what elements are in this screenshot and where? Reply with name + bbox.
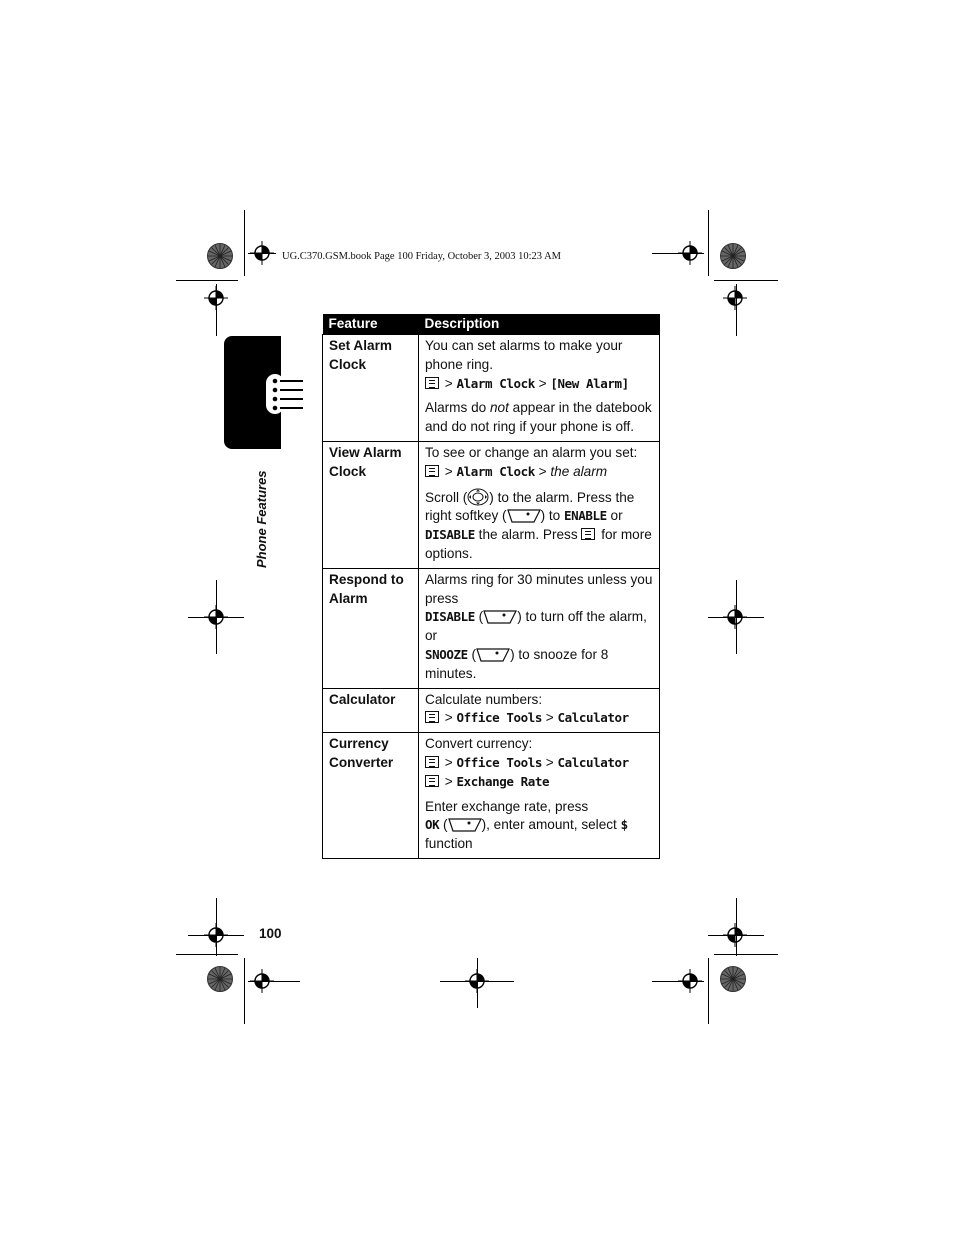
description-intro: To see or change an alarm you set: (425, 444, 638, 460)
crop-mark (652, 981, 704, 982)
crop-mark (216, 284, 217, 336)
color-rosette-icon (207, 966, 233, 992)
table-row (323, 441, 660, 568)
softkey-icon (483, 609, 517, 624)
description-note: Alarms do not appear in the datebook and do not ring if your phone is off. (425, 400, 652, 435)
softkey-icon (448, 817, 482, 832)
column-header-description: Description (419, 314, 660, 335)
crop-mark (708, 210, 709, 276)
crop-mark (216, 580, 217, 654)
feature-description (419, 733, 660, 859)
crop-mark (736, 284, 737, 336)
crop-mark (708, 958, 709, 1024)
crop-mark (216, 898, 217, 956)
table-header-row (323, 314, 660, 335)
feature-name: Currency Converter (323, 733, 419, 859)
menu-path: > Office Tools > Calculator (425, 709, 653, 728)
feature-description (419, 568, 660, 688)
description-intro: Convert currency: (425, 736, 533, 752)
navigation-key-icon (467, 488, 489, 506)
description-action: SNOOZE ( ) to snooze for 8 minutes. (425, 646, 609, 681)
table-row (323, 688, 660, 733)
page-number: 100 (259, 926, 282, 941)
menu-key-icon (581, 528, 595, 540)
menu-path: > Alarm Clock > the alarm (425, 463, 653, 482)
features-table (322, 314, 660, 859)
crop-mark (176, 280, 238, 281)
crop-mark (736, 898, 737, 956)
description-action: DISABLE ( ) to turn off the alarm, or (425, 609, 647, 644)
crop-mark (176, 954, 238, 955)
softkey-icon (507, 508, 541, 523)
color-rosette-icon (720, 966, 746, 992)
description-note: Scroll ( ) to the alarm. Press the right softkey ( ) to ENABLE or DISABLE the alarm. Press for more options. (425, 489, 652, 561)
crop-mark (652, 253, 704, 254)
description-intro: Calculate numbers: (425, 691, 543, 707)
crop-mark (714, 954, 778, 955)
menu-key-icon (425, 465, 439, 477)
feature-name: View Alarm Clock (323, 441, 419, 568)
description-intro: You can set alarms to make your phone ring. (425, 338, 623, 372)
feature-description (419, 688, 660, 733)
crosshair-registration-icon (723, 286, 747, 310)
crop-mark (248, 253, 276, 254)
feature-description (419, 335, 660, 442)
menu-path: > Exchange Rate (425, 773, 653, 792)
feature-name: Set Alarm Clock (323, 335, 419, 442)
crop-mark (477, 958, 478, 1008)
table-row (323, 335, 660, 442)
table-row (323, 733, 660, 859)
crop-mark (244, 958, 245, 1024)
crop-mark (714, 280, 778, 281)
description-note: Enter exchange rate, press OK ( ), enter amount, select $ function (425, 798, 628, 852)
menu-key-icon (425, 775, 439, 787)
color-rosette-icon (207, 243, 233, 269)
softkey-icon (476, 647, 510, 662)
crop-mark (736, 580, 737, 654)
menu-path: > Alarm Clock > [New Alarm] (425, 375, 653, 394)
column-header-feature: Feature (323, 314, 419, 335)
feature-description (419, 441, 660, 568)
crop-mark (244, 210, 245, 276)
crop-mark (248, 981, 300, 982)
menu-key-icon (425, 756, 439, 768)
menu-key-icon (425, 711, 439, 723)
feature-name: Respond to Alarm (323, 568, 419, 688)
description-intro: Alarms ring for 30 minutes unless you press (425, 571, 653, 606)
menu-path: > Office Tools > Calculator (425, 754, 653, 773)
list-bullets-icon (266, 374, 306, 414)
color-rosette-icon (720, 243, 746, 269)
section-side-label: Phone Features (254, 470, 269, 568)
menu-key-icon (425, 377, 439, 389)
book-header: UG.C370.GSM.book Page 100 Friday, October 3, 2003 10:23 AM (282, 251, 562, 262)
table-row (323, 568, 660, 688)
feature-name: Calculator (323, 688, 419, 733)
